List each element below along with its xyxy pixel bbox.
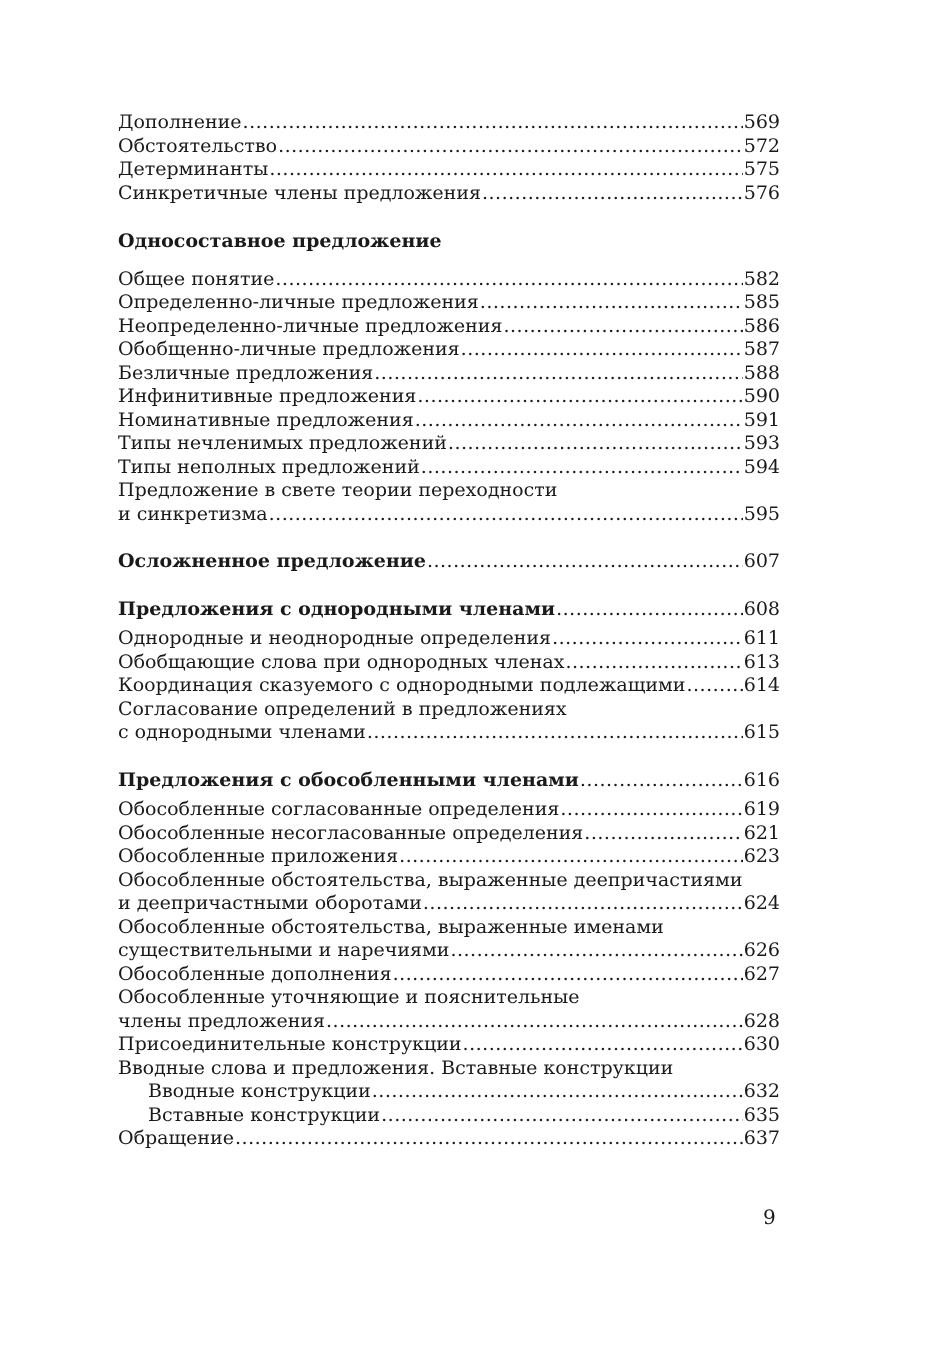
toc-subheading: Вводные слова и предложения. Вставные конструкции <box>118 1056 674 1079</box>
dot-leader <box>372 1080 743 1104</box>
dot-leader <box>269 158 742 182</box>
dot-leader <box>269 503 743 527</box>
toc-entry: Присоединительные конструкции ..... 630 <box>118 1033 780 1057</box>
toc-entry: Обособленные согласованные определения ..... 619 <box>118 798 780 822</box>
dot-leader <box>580 769 743 793</box>
toc-entry: Детерминанты ..... 575 <box>118 158 780 182</box>
toc-entry: Дополнение ..... 569 <box>118 111 780 135</box>
dot-leader <box>367 721 743 745</box>
toc-entry: Обособленные приложения ..... 623 <box>118 845 780 869</box>
toc-entry: Обособленные дополнения ..... 627 <box>118 963 780 987</box>
dot-leader <box>450 939 742 963</box>
dot-leader <box>399 845 743 869</box>
dot-leader <box>421 456 743 480</box>
toc-entry: Номинативные предложения ..... 591 <box>118 409 780 433</box>
dot-leader <box>463 1033 743 1057</box>
dot-leader <box>326 1010 743 1034</box>
toc-entry: Обращение ..... 637 <box>118 1127 780 1151</box>
dot-leader <box>552 627 743 651</box>
toc-entry: Вставные конструкции ..... 635 <box>118 1104 780 1128</box>
dot-leader <box>235 1127 743 1151</box>
toc-entry-first-line: Предложение в свете теории переходности <box>118 479 558 501</box>
dot-leader <box>417 385 742 409</box>
dot-leader <box>565 651 742 675</box>
toc-entry-first-line: Обособленные обстоятельства, выраженные деепричастиями <box>118 868 743 891</box>
toc-entry: Обособленные несогласованные определения ..... 621 <box>118 822 780 846</box>
dot-leader <box>275 268 742 292</box>
toc-entry-first-line: Согласование определений в предложениях <box>118 697 567 720</box>
dot-leader <box>423 892 743 916</box>
dot-leader <box>393 963 743 987</box>
dot-leader <box>556 598 743 622</box>
table-of-contents <box>118 111 780 1151</box>
toc-entry: члены предложения ..... 628 <box>118 1010 780 1034</box>
toc-entry: Типы неполных предложений ..... 594 <box>118 456 780 480</box>
toc-entry: и деепричастными оборотами ..... 624 <box>118 892 780 916</box>
section-heading: Предложения с обособленными членами ..... 616 <box>118 769 780 793</box>
dot-leader <box>584 822 742 846</box>
toc-entry: с однородными членами ..... 615 <box>118 721 780 745</box>
toc-entry-first-line: Обособленные уточняющие и пояснительные <box>118 986 580 1008</box>
toc-entry: Обобщающие слова при однородных членах ..... 613 <box>118 651 780 675</box>
dot-leader <box>461 338 743 362</box>
toc-entry: Общее понятие ..... 582 <box>118 268 780 292</box>
toc-entry: и синкретизма ..... 595 <box>118 503 780 527</box>
dot-leader <box>427 550 743 574</box>
section-heading: Осложненное предложение ..... 607 <box>118 550 780 574</box>
toc-entry: Типы нечленимых предложений ..... 593 <box>118 432 780 456</box>
toc-entry: Безличные предложения ..... 588 <box>118 362 780 386</box>
toc-entry: Синкретичные члены предложения ..... 576 <box>118 182 780 206</box>
dot-leader <box>686 674 742 698</box>
toc-entry: существительными и наречиями ..... 626 <box>118 939 780 963</box>
toc-entry-first-line: Обособленные обстоятельства, выраженные именами <box>118 915 664 938</box>
page-number: 9 <box>763 1205 776 1229</box>
toc-entry: Определенно-личные предложения ..... 585 <box>118 291 780 315</box>
dot-leader <box>448 432 743 456</box>
dot-leader <box>374 362 742 386</box>
dot-leader <box>381 1104 743 1128</box>
dot-leader <box>278 135 743 159</box>
dot-leader <box>243 111 743 135</box>
dot-leader <box>415 409 743 433</box>
toc-entry: Однородные и неоднородные определения ..... 611 <box>118 627 780 651</box>
toc-entry: Вводные конструкции ..... 632 <box>118 1080 780 1104</box>
dot-leader <box>480 291 743 315</box>
dot-leader <box>503 315 742 339</box>
dot-leader <box>560 798 742 822</box>
toc-entry: Неопределенно-личные предложения ..... 586 <box>118 315 780 339</box>
toc-entry: Обобщенно-личные предложения ..... 587 <box>118 338 780 362</box>
section-heading: Односоставное предложение <box>118 230 442 252</box>
section-heading: Предложения с однородными членами ..... 608 <box>118 598 780 622</box>
dot-leader <box>482 182 743 206</box>
toc-entry: Инфинитивные предложения ..... 590 <box>118 385 780 409</box>
toc-entry: Координация сказуемого с однородными подлежащими ..... 614 <box>118 674 780 698</box>
toc-entry: Обстоятельство ..... 572 <box>118 135 780 159</box>
